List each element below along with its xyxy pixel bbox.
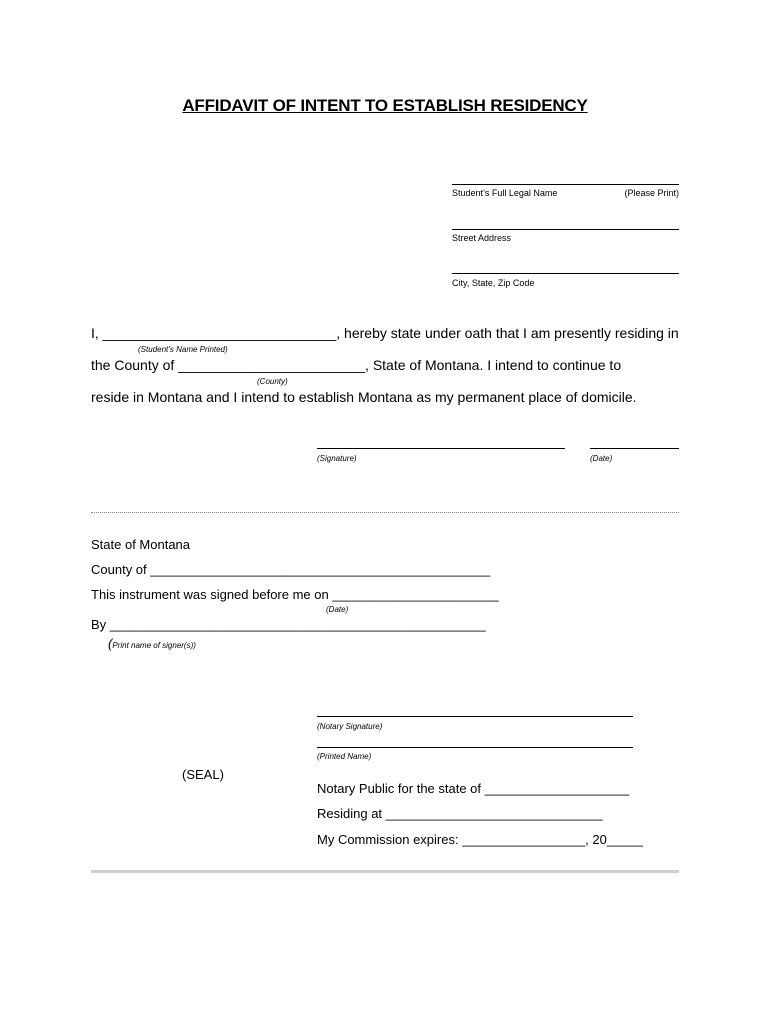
residing-row — [317, 806, 603, 821]
printed-name-line[interactable] — [317, 747, 633, 748]
date-caption: (Date) — [590, 454, 613, 463]
print-name-caption-row — [108, 635, 196, 653]
notary-county-row — [91, 562, 490, 577]
bottom-rule — [91, 870, 679, 873]
oath-line-2 — [91, 357, 621, 373]
section-divider — [91, 512, 679, 513]
notary-signature-caption: (Notary Signature) — [317, 722, 383, 731]
signature-caption: (Signature) — [317, 454, 357, 463]
signer-name-blank[interactable]: ____________________________________________________ — [109, 617, 486, 632]
student-name-label: Student’s Full Legal Name — [452, 188, 558, 198]
date-line[interactable] — [590, 448, 679, 449]
city-state-zip-line[interactable] — [452, 273, 679, 274]
notary-public-label: Notary Public for the state of — [317, 781, 482, 796]
signed-before-label: This instrument was signed before me on — [91, 587, 329, 602]
oath-line-1-start: I, — [91, 325, 99, 341]
county-blank[interactable]: ________________________ — [178, 357, 366, 373]
street-address-line[interactable] — [452, 229, 679, 230]
notary-state-blank[interactable]: ____________________ — [484, 781, 630, 796]
signed-date-blank[interactable]: _______________________ — [332, 587, 499, 602]
oath-line-2-end: , State of Montana. I intend to continue to — [365, 357, 622, 373]
street-address-label: Street Address — [452, 233, 512, 243]
student-name-caption: (Student’s Name Printed) — [138, 345, 228, 354]
oath-line-1-end: , hereby state under oath that I am presently residing in — [336, 325, 679, 341]
commission-year-prefix: , 20 — [585, 832, 607, 847]
notary-date-caption: (Date) — [326, 605, 349, 614]
city-state-zip-label: City, State, Zip Code — [452, 278, 535, 288]
please-print-note: (Please Print) — [624, 188, 679, 198]
seal-label: (SEAL) — [182, 767, 224, 782]
county-caption: (County) — [257, 377, 288, 386]
by-label: By — [91, 617, 107, 632]
residing-label: Residing at — [317, 806, 383, 821]
commission-year-blank[interactable]: _____ — [606, 832, 643, 847]
print-name-paren: ( — [108, 636, 113, 651]
oath-line-2-start: the County of — [91, 357, 175, 373]
commission-label: My Commission expires: — [317, 832, 459, 847]
commission-date-blank[interactable]: _________________ — [462, 832, 586, 847]
notary-county-label: County of — [91, 562, 147, 577]
page-title: AFFIDAVIT OF INTENT TO ESTABLISH RESIDENCY — [182, 96, 588, 115]
state-of-montana: State of Montana — [91, 537, 191, 552]
notary-public-row — [317, 781, 629, 796]
oath-line-3: reside in Montana and I intend to establish Montana as my permanent place of domicile. — [91, 389, 637, 405]
residing-blank[interactable]: ______________________________ — [385, 806, 603, 821]
signed-before-row — [91, 587, 499, 602]
commission-row — [317, 832, 643, 847]
notary-signature-line[interactable] — [317, 716, 633, 717]
printed-name-caption: (Printed Name) — [317, 752, 372, 761]
by-row — [91, 617, 486, 632]
student-name-line[interactable] — [452, 184, 679, 185]
student-name-blank[interactable]: ______________________________ — [102, 325, 337, 341]
print-name-caption: Print name of signer(s)) — [112, 641, 196, 650]
oath-line-1 — [91, 325, 679, 341]
signature-line[interactable] — [317, 448, 565, 449]
notary-county-blank[interactable]: _______________________________________________ — [150, 562, 491, 577]
